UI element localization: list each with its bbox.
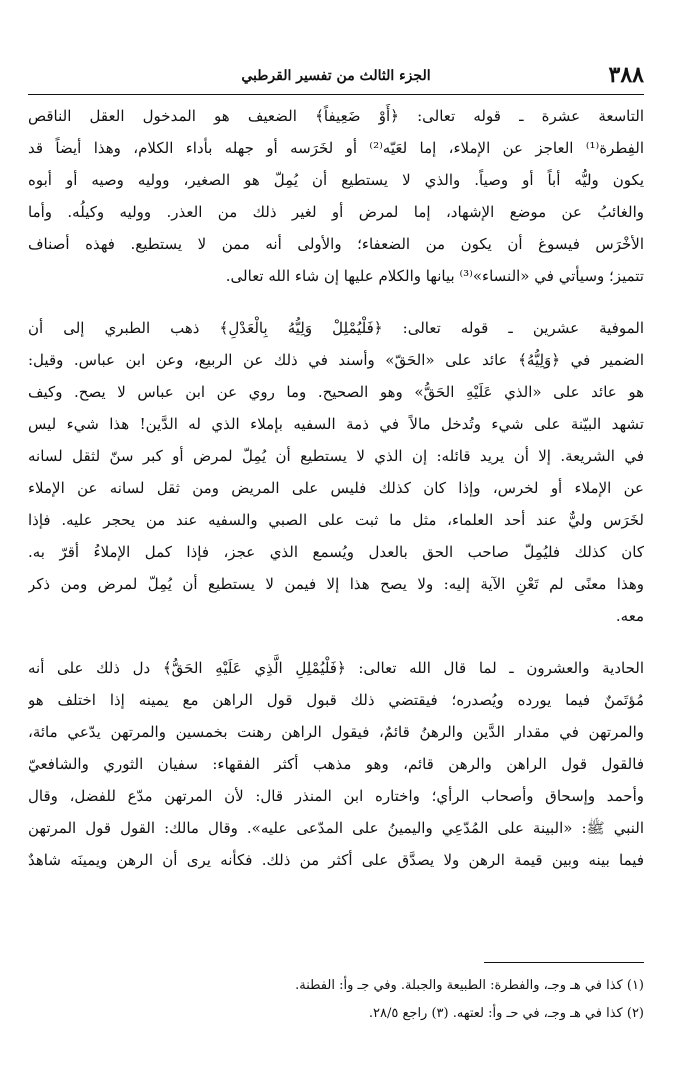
text-line: وأحمد وإسحاق وأصحاب الرأي؛ واختاره ابن المنذر قال: لأن المرتهن مدّع للفضل، وقال [28,787,644,805]
text-line: معه. [615,607,644,625]
text-line: النبي ﷺ: «البينة على المُدّعِي واليمينُ على المدّعى عليه». وقال مالك: القول قول المرتهن [28,819,644,837]
footnotes [28,972,644,1028]
text-line: الضمير في ﴿وَلِيُّهُ﴾ عائد على «الحَقّ» وأسند في ذلك عن الربيع، وعن ابن عباس. وقيل: [28,351,644,369]
text-line: تتميز؛ وسيأتي في «النساء»⁽³⁾ بيانها والكلام عليها إن شاء الله تعالى. [225,267,644,285]
text-line: كان كذلك فليُمِلّ صاحب الحق بالعدل ويُسمع الذي عجز، فإذا كمل الإملاءُ أقرّ به. [28,543,644,561]
page-number: ٣٨٨ [608,62,644,88]
text-line: الموفية عشرين ـ قوله تعالى: ﴿فَلْيُمْلِلْ وَلِيُّهُ بِالْعَدْلِ﴾ ذهب الطبري إلى أن [28,319,644,337]
paragraph-nineteenth [28,100,644,292]
text-line: هو عائد على «الذي عَلَيْهِ الحَقُّ» وهو الصحيح. وما روي عن ابن عباس لا يصح. وكيف [28,383,644,401]
footnote: (٢) كذا في هـ وجـ، في حـ وأ: لعتهه. (٣) راجع ٢٨/٥. [368,1006,644,1021]
text-line: تشهد البيّنة على شيء وتُدخل مالاً في ذمة السفيه بإملاء الذي له الدَّين! هذا شيء ليس [28,415,644,433]
footnote: (١) كذا في هـ وجـ، والفطرة: الطبيعة والجبلة. وفي جـ وأ: الفطنة. [295,978,644,993]
text-line: الأخْرَس فيسوغ أن يكون من الضعفاء؛ والأولى أنه ممن لا يستطيع. فهذه أصناف [28,235,644,253]
text-line: وهذا معنًى لم تَعْنِ الآية إليه: ولا يصح هذا إلا فيمن لا يستطيع أن يُمِلّ لمرض ومن ذكر [28,575,644,593]
text-line: عن الإملاء أو لخرس، وإذا كان كذلك فليس على المريض ومن ثقل لسانه عن الإملاء [28,479,644,497]
paragraph-twentieth [28,312,644,632]
page-header [28,62,644,95]
text-line: التاسعة عشرة ـ قوله تعالى: ﴿أَوْ ضَعِيفاً﴾ الضعيف هو المدخول العقل الناقص [28,107,644,125]
text-line: الفِطرة⁽¹⁾ العاجز عن الإملاء، إما لعَيّه⁽²⁾ أو لخَرَسه أو جهله بأداء الكلام، وهذا أيضاً قد [28,139,644,157]
text-line: والمرتهن في مقدار الدَّين والرهنُ قائمٌ، فيقول الراهن رهنت بخمسين والمرتهن يدّعي مائة، [28,723,644,741]
text-line: فالقول قول الراهن والرهن قائم، وهو مذهب أكثر الفقهاء: سفيان الثوري والشافعيّ [28,755,644,773]
text-line: في الشريعة. إلا أن يريد قائله: إن الذي لا يستطيع أن يُمِلّ لمرض أو كبر سنّ لثقل لسانه [28,447,644,465]
paragraph-twenty-first [28,652,644,876]
text-line: يكون وليُّه أباً أو وصياً. والذي لا يستطيع أن يُمِلّ هو الصغير، ووليه وصيه أو أبوه [28,171,644,189]
text-line: الحادية والعشرون ـ لما قال الله تعالى: ﴿فَلْيُمْلِلِ الَّذِي عَلَيْهِ الحَقُّ﴾ دل ذلك على أنه [28,659,644,677]
footnote-divider [484,962,644,963]
text-line: والغائبُ عن موضع الإشهاد، إما لمرض أو لغير ذلك من العذر. ووليه وكيلُه. وأما [28,203,644,221]
running-title: الجزء الثالث من تفسير القرطبي [241,68,431,84]
text-line: فيما بينه وبين قيمة الرهن ولا يصدَّق على أكثر من ذلك. فكأنه يرى أن الرهن ويمينَه شاهدٌ [28,851,644,869]
text-line: مُؤتَمنٌ فيما يورده ويُصدره؛ فيقتضي ذلك قبول قول الراهن مع يمينه إذا اختلف هو [28,691,644,709]
body-text [28,100,644,896]
text-line: لخَرَس وليٌّ عند أحد العلماء، مثل ما ثبت على الصبي والسفيه عند من يحجر عليه. فإذا [28,511,644,529]
